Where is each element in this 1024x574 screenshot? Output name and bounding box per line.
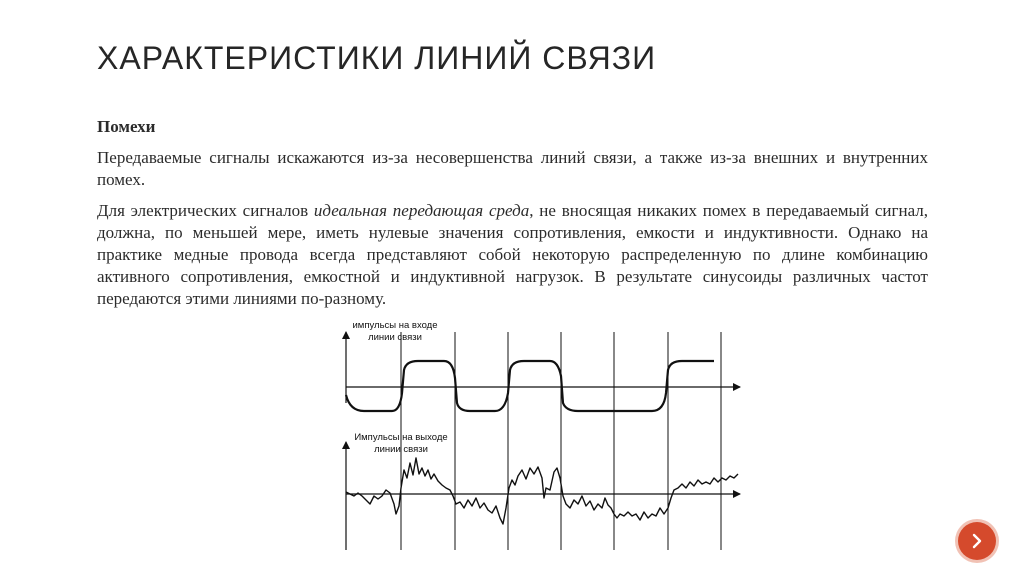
section-subheading: Помехи — [97, 117, 156, 136]
signal-figure — [330, 318, 750, 550]
paragraph-1: Передаваемые сигналы искажаются из-за несовершенства линий связи, а также из-за внешних и внутренних помех. — [97, 148, 928, 189]
chevron-right-icon — [969, 533, 985, 549]
slide-title: ХАРАКТЕРИСТИКИ ЛИНИЙ СВЯЗИ — [97, 40, 657, 76]
output-signal — [346, 458, 738, 524]
input-label-line1: импульсы на входе — [352, 320, 438, 331]
input-signal-label — [345, 320, 445, 344]
output-label-line2: линии связи — [374, 444, 428, 455]
slide-body — [97, 116, 928, 319]
input-label-line2: линии связи — [368, 332, 422, 343]
paragraph-2 — [97, 200, 928, 310]
next-slide-button[interactable] — [958, 522, 996, 560]
output-signal-label — [350, 432, 452, 456]
paragraph-2-italic: идеальная передающая среда — [313, 201, 530, 220]
paragraph-2-end: , не вносящая никаких помех в передаваемый сигнал, должна, по меньшей мере, иметь нулевые значения сопротивления, емкости и индуктивности. Однако на практике медные провода всегда представляют собой некоторую распределенную по длине комбинацию активного сопротивления, емкостной и индуктивной нагрузок. В результате синусоиды различных частот передаются этими линиями по-разному. — [97, 201, 928, 308]
paragraph-2-start: Для электрических сигналов — [97, 201, 314, 220]
output-label-line1: Импульсы на выходе — [354, 432, 448, 443]
top-border — [0, 0, 1024, 8]
